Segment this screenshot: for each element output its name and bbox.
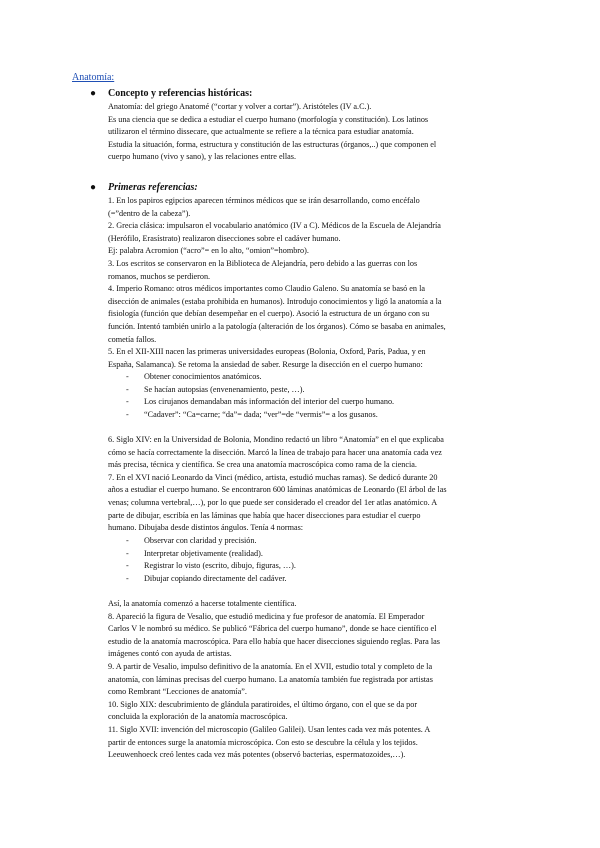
document-page: Anatomía: ● Concepto y referencias históricas: Anatomía: del griego Anatomé (“cortar y volver a cortar”). Aristóteles (IV a.C.). Es una ciencia que se dedica a estudiar el cuerpo humano (morfología y constitución). Los latinos utilizaron el término dissecare, que actualmente se refiere a la técnica para estudiar anatomía. Estudia la situación, forma, estructura y constitución de las estructuras (órganos,..) que componen el cuerpo humano (vivo y sano), y las relaciones entre ellas. ● Primeras referencias: 1. En los papiros egipcios aparecen términos médicos que se irán desarrollando, como encéfalo (=”dentro de la cabeza”). 2. Grecia clásica: impulsaron el vocabulario anatómico (IV a C). Médicos de la Escuela de Alejandría (Herófilo, Erasístrato) realizaron disecciones sobre el cadáver humano. Ej: palabra Acromion (“acro”= en lo alto, “omion”=hombro). 3. Los escritos se conservaron en la Biblioteca de Alejandría, pero debido a las guerras con los romanos, muchos se perdieron. 4. Imperio Romano: otros médicos importantes como Claudio Galeno. Su anatomía se basó en la disección de animales (estaba prohibida en humanos). Introdujo conocimientos y ligó la anatomía a la fisiología (función que debían desempeñar en el cuerpo). Asoció la estructura de un órgano con su función. Intentó también unirlo a la patología (alteración de los órganos). Cómo se basaba en animales, cometía fallos. 5. En el XII-XIII nacen las primeras universidades europeas (Bolonia, Oxford, París, Padua, y en España, Salamanca). Se retoma la ansiedad de saber. Resurge la disección en el cuerpo humano: - Obtener conocimientos anatómicos. - Se hacían autopsias (envenenamiento, peste, …). - Los cirujanos demandaban más información del interior del cuerpo humano. - “Cadaver”: “Ca=carne; “da”= dada; “ver”=de “vermis”= a los gusanos. 6. Siglo XIV: en la Universidad de Bolonia, Mondino redactó un libro “Anatomía” en el que explicaba cómo se hacía correctamente la disección. Marcó la línea de trabajo para hacer una anatomía cada vez más precisa, técnica y científica. Se crea una anatomía macroscópica como rama de la ciencia. 7. En el XVI nació Leonardo da Vinci (médico, artista, estudió muchas ramas). Se dedicó durante 20 años a estudiar el cuerpo humano. Se encontraron 600 láminas anatómicas de Leonardo (El árbol de las venas; columna vertebral,…), por lo que puede ser considerado el creador del 1er atlas anatómico. A parte de dibujar, escribía en las láminas que había que hacer disecciones para estudiar el cuerpo humano. Dibujaba desde distintos ángulos. Tenía 4 normas: - Observar con claridad y precisión. - Interpretar objetivamente (realidad). - Registrar lo visto (escrito, dibujo, figuras, …). - Dibujar copiando directamente del cadáver. Así, la anatomía comenzó a hacerse totalmente científica. 8. Apareció la figura de Vesalio, que estudió medicina y fue profesor de anatomía. El Emperador Carlos V le nombró su médico. Se publicó “Fábrica del cuerpo humano”, donde se hace científico el estudio de la anatomía macroscópica. Para ello había que hacer disecciones siguiendo reglas. Para las imágenes contó con ayuda de artistas. 9. A partir de Vesalio, impulso definitivo de la anatomía. En el XVII, estudio total y completo de la anatomía, con láminas precisas del cuerpo humano. La anatomía también fue registrada por artistas como Rembrant “Lecciones de anatomía”. 10. Siglo XIX: descubrimiento de glándula paratiroides, el último órgano, con el que se da por concluida la exploración de la anatomía macroscópica. 11. Siglo XVII: invención del microscopio (Galileo Galilei). Usan lentes cada vez más potentes. A partir de entonces surge la anatomía microscópica. Con esto se descubre la célula y los tejidos. Leeuwenhoeck creó lentes cada vez más potentes (observó bacterias, espermatozoides,…).: [0, 0, 600, 848]
list-item-text: Se hacían autopsias (envenenamiento, peste, …).: [144, 384, 305, 394]
text-line: años a estudiar el cuerpo humano. Se encontraron 600 láminas anatómicas de Leonardo (El árbol de las: [108, 485, 447, 495]
list-item-text: Los cirujanos demandaban más información del interior del cuerpo humano.: [144, 397, 395, 407]
text-line: utilizaron el término dissecare, que actualmente se refiere a la técnica para estudiar anatomía.: [108, 127, 414, 137]
text-line: partir de entonces surge la anatomía microscópica. Con esto se descubre la célula y los tejidos.: [108, 737, 418, 747]
list-item: [126, 409, 394, 422]
bullet-icon: ●: [90, 182, 97, 193]
text-line: 10. Siglo XIX: descubrimiento de glándula paratiroides, el último órgano, con el que se da por: [108, 699, 418, 709]
text-line: (=”dentro de la cabeza”).: [108, 208, 191, 218]
list-item: [126, 371, 394, 384]
text-line: imágenes contó con ayuda de artistas.: [108, 649, 232, 659]
text-line: parte de dibujar, escribía en las láminas que había que hacer disecciones para estudiar el cuerpo: [108, 510, 421, 520]
text-line: 3. Los escritos se conservaron en la Biblioteca de Alejandría, pero debido a las guerras con los: [108, 258, 418, 268]
dash-icon: -: [126, 397, 129, 407]
list-item-text: Dibujar copiando directamente del cadáver.: [144, 573, 287, 583]
text-line: humano. Dibujaba desde distintos ángulos. Tenía 4 normas:: [108, 523, 304, 533]
text-line: cuerpo humano (vivo y sano), y las relaciones entre ellas.: [108, 152, 297, 162]
dash-icon: -: [126, 548, 129, 558]
list-item-text: Observar con claridad y precisión.: [144, 536, 257, 545]
text-line: venas; columna vertebral,…), por lo que puede ser considerado el creador del 1er atlas anatómico. A: [108, 497, 438, 507]
list-item: [126, 535, 296, 548]
dash-icon: -: [126, 561, 129, 571]
list-item: [126, 384, 394, 397]
list-item-text: “Cadaver”: “Ca=carne; “da”= dada; “ver”=de “vermis”= a los gusanos.: [144, 409, 378, 419]
list-item: [126, 573, 296, 586]
text-line: disección de animales (estaba prohibida en humanos). Introdujo conocimientos y ligó la anatomía a la: [108, 296, 442, 306]
text-line: Carlos V le nombró su médico. Se publicó “Fábrica del cuerpo humano”, donde se hace científico el: [108, 624, 437, 634]
text-line: Es una ciencia que se dedica a estudiar el cuerpo humano (morfología y constitución). Los latinos: [108, 114, 429, 124]
text-line: 2. Grecia clásica: impulsaron el vocabulario anatómico (IV a C). Médicos de la Escuela de Alejandría: [108, 221, 441, 231]
text-line: romanos, muchos se perdieron.: [108, 271, 211, 281]
list-item: [126, 560, 296, 573]
text-line: cometía fallos.: [108, 334, 157, 344]
dash-icon: -: [126, 384, 129, 394]
section-concepto-body: [108, 101, 528, 164]
text-line: Estudia la situación, forma, estructura y constitución de las estructuras (órganos,..) que componen el: [108, 139, 437, 149]
text-line: fisiología (función que debían desempeñar en el cuerpo). Asoció la estructura de un órgano con su: [108, 309, 430, 319]
text-line: Ej: palabra Acromion (“acro”= en lo alto, “omion”=hombro).: [108, 246, 309, 256]
bullet-icon: ●: [90, 88, 97, 99]
dash-icon: -: [126, 409, 129, 419]
text-line: 1. En los papiros egipcios aparecen términos médicos que se irán desarrollando, como encéfalo: [108, 196, 420, 205]
text-line: anatomía, con láminas precisas del cuerpo humano. La anatomía también fue registrada por artistas: [108, 674, 433, 684]
list-item: [126, 396, 394, 409]
list-causas: [126, 371, 394, 421]
text-line: 4. Imperio Romano: otros médicos importantes como Claudio Galeno. Su anatomía se basó en la: [108, 284, 425, 294]
page-title: Anatomía:: [72, 72, 115, 83]
text-line: función. Intentó también unirlo a la patología (alteración de los órganos). Cómo se basaba en animales,: [108, 321, 446, 331]
text-line: Así, la anatomía comenzó a hacerse totalmente científica.: [108, 599, 297, 608]
text-line: concluida la exploración de la anatomía macroscópica.: [108, 712, 288, 722]
text-line: 11. Siglo XVII: invención del microscopio (Galileo Galilei). Usan lentes cada vez más potentes. A: [108, 724, 431, 734]
list-item: [126, 548, 296, 561]
text-line: 8. Apareció la figura de Vesalio, que estudió medicina y fue profesor de anatomía. El Emperador: [108, 611, 425, 621]
list-item-text: Interpretar objetivamente (realidad).: [144, 548, 263, 558]
text-line: 6. Siglo XIV: en la Universidad de Bolonia, Mondino redactó un libro “Anatomía” en el que explicaba: [108, 435, 444, 444]
dash-icon: -: [126, 372, 129, 381]
dash-icon: -: [126, 536, 129, 545]
text-line: 7. En el XVI nació Leonardo da Vinci (médico, artista, estudió muchas ramas). Se dedicó durante 20: [108, 472, 438, 482]
section-primeras-body-c: [108, 598, 528, 762]
section-primeras-body-a: [108, 195, 528, 371]
dash-icon: -: [126, 573, 129, 583]
list-item-text: Obtener conocimientos anatómicos.: [144, 372, 262, 381]
list-normas: [126, 535, 296, 585]
text-line: estudio de la anatomía macroscópica. Para ello había que hacer disecciones siguiendo reglas. Para las: [108, 636, 440, 646]
text-line: Leeuwenhoeck creó lentes cada vez más potentes (observó bacterias, espermatozoides,…).: [108, 750, 406, 760]
text-line: 9. A partir de Vesalio, impulso definitivo de la anatomía. En el XVII, estudio total y completo de la: [108, 661, 433, 671]
text-line: (Herófilo, Erasístrato) realizaron disecciones sobre el cadáver humano.: [108, 233, 341, 243]
text-line: España, Salamanca). Se retoma la ansiedad de saber. Resurge la disección en el cuerpo humano:: [108, 359, 423, 369]
list-item-text: Registrar lo visto (escrito, dibujo, figuras, …).: [144, 561, 296, 571]
text-line: 5. En el XII-XIII nacen las primeras universidades europeas (Bolonia, Oxford, París, Padua, y en: [108, 347, 426, 357]
text-line: más precisa, técnica y científica. Se crea una anatomía macroscópica como rama de la ciencia.: [108, 460, 417, 470]
text-line: cómo se hacía correctamente la disección. Marcó la línea de trabajo para hacer una anatomía cada vez: [108, 447, 442, 457]
text-line: como Rembrant “Lecciones de anatomía”.: [108, 687, 247, 697]
text-line: Anatomía: del griego Anatomé (“cortar y volver a cortar”). Aristóteles (IV a.C.).: [108, 102, 372, 111]
section-primeras-body-b: [108, 434, 528, 535]
